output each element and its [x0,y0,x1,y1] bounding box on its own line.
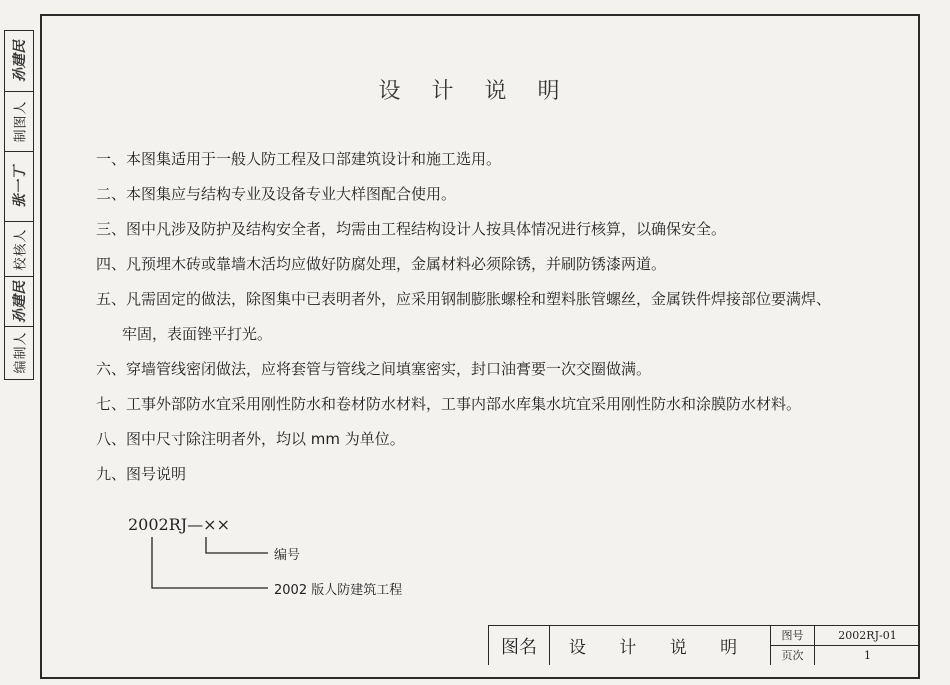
title-block [488,625,920,665]
note-5: 五、凡需固定的做法，除图集中已表明者外，应采用钢制膨胀螺栓和塑料胀管螺丝，金属铁件焊接部位要满焊、 [96,290,832,308]
title-block-name-label: 图名 [489,626,550,665]
note-9: 九、图号说明 [96,465,187,483]
note-4: 四、凡预埋木砖或靠墙木活均应做好防腐处理，金属材料必须除锈，并刷防锈漆两道。 [96,255,667,273]
title-block-info [771,626,920,665]
page-number-label: 页次 [771,646,815,666]
checker-label-cell [5,221,33,276]
drafter-signature: 孙建民 [12,40,28,82]
figure-code: 2002RJ—×× [128,515,230,534]
note-2: 二、本图集应与结构专业及设备专业大样图配合使用。 [96,185,457,203]
title-block-name: 设 计 说 明 [550,626,771,665]
legend-number-label: 编号 [274,548,301,563]
compiler-label: 编制人 [13,331,29,374]
checker-label: 校核人 [13,227,29,271]
note-3: 三、图中凡涉及防护及结构安全者，均需由工程结构设计人按具体情况进行核算，以确保安全。 [96,220,727,238]
note-8: 八、图中尺寸除注明者外，均以 mm 为单位。 [96,430,405,448]
compiler-signature: 孙建民 [12,280,28,323]
compiler-label-cell [5,326,33,378]
compiler-signature-cell [5,276,33,326]
note-6: 六、穿墙管线密闭做法，应将套管与管线之间填塞密实，封口油膏要一次交圈做满。 [96,360,652,378]
page-number: 1 [864,648,871,662]
drawing-number: 2002RJ-01 [815,626,920,646]
drawing-number-label: 图号 [771,626,815,646]
checker-signature: 张一丁 [12,165,28,208]
legend-series-label: 2002 版人防建筑工程 [274,583,403,598]
figure-number-legend [128,515,448,605]
checker-signature-cell [5,151,33,221]
note-1: 一、本图集适用于一般人防工程及口部建筑设计和施工选用。 [96,150,502,168]
note-7: 七、工事外部防水宜采用刚性防水和卷材防水材料，工事内部水库集水坑宜采用刚性防水和涂膜防水材料。 [96,395,802,413]
design-notes [96,142,906,492]
drafter-label: 制图人 [13,100,29,143]
note-5-continued: 牢固，表面锉平打光。 [122,325,273,343]
page-title: 设 计 说 明 [378,79,572,104]
